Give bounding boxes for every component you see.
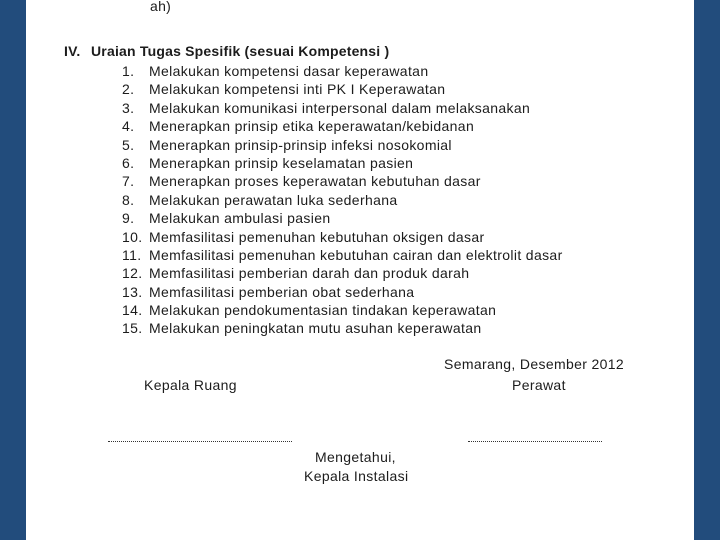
task-text: Memfasilitasi pemberian darah dan produk darah: [149, 265, 470, 282]
task-text: Memfasilitasi pemenuhan kebutuhan oksigen dasar: [149, 228, 485, 245]
task-item: [122, 117, 563, 135]
task-number: 14.: [122, 302, 143, 319]
task-item: [122, 191, 563, 209]
task-text: Melakukan kompetensi inti PK I Keperawatan: [149, 81, 446, 98]
signer-left-role: Kepala Ruang: [144, 377, 237, 393]
task-item: [122, 136, 563, 154]
task-text: Melakukan komunikasi interpersonal dalam melaksanakan: [149, 99, 531, 116]
signature-line-right: [468, 441, 602, 442]
section-heading: [64, 43, 389, 59]
task-item: [122, 283, 563, 301]
signer-right-role: Perawat: [512, 377, 566, 393]
task-text: Melakukan kompetensi dasar keperawatan: [149, 63, 429, 79]
task-item: [122, 172, 563, 190]
task-text: Melakukan perawatan luka sederhana: [149, 191, 398, 208]
task-number: 3.: [122, 99, 135, 116]
task-number: 13.: [122, 283, 143, 300]
task-text: Memfasilitasi pemberian obat sederhana: [149, 283, 415, 300]
task-item: [122, 62, 563, 80]
task-item: [122, 228, 563, 246]
task-number: 5.: [122, 136, 135, 153]
task-text: Menerapkan prinsip-prinsip infeksi nosokomial: [149, 136, 452, 153]
task-number: 4.: [122, 118, 135, 135]
section-title: Uraian Tugas Spesifik (sesuai Kompetensi ): [91, 43, 390, 59]
task-item: [122, 246, 563, 264]
task-item: [122, 264, 563, 282]
task-number: 10.: [122, 228, 143, 245]
task-text: Melakukan peningkatan mutu asuhan keperawatan: [149, 320, 482, 337]
task-item: [122, 99, 563, 117]
signer-bottom-role: Kepala Instalasi: [304, 468, 409, 484]
document-page: [26, 0, 694, 540]
acknowledged-label: Mengetahui,: [315, 449, 396, 465]
task-text: Memfasilitasi pemenuhan kebutuhan cairan dan elektrolit dasar: [149, 246, 563, 263]
section-number: IV.: [64, 43, 81, 59]
task-number: 11.: [122, 246, 142, 263]
task-item: [122, 80, 563, 98]
task-item: [122, 209, 563, 227]
task-text: Melakukan ambulasi pasien: [149, 210, 331, 227]
task-number: 15.: [122, 320, 143, 337]
task-item: [122, 301, 563, 319]
task-number: 2.: [122, 81, 135, 98]
task-text: Menerapkan proses keperawatan kebutuhan dasar: [149, 173, 481, 190]
task-item: [122, 319, 563, 337]
place-date: Semarang, Desember 2012: [444, 356, 625, 372]
task-text: Menerapkan prinsip etika keperawatan/kebidanan: [149, 118, 475, 135]
task-item: [122, 154, 563, 172]
signature-line-left: [108, 441, 292, 442]
task-list: [122, 62, 563, 338]
task-text: Melakukan pendokumentasian tindakan keperawatan: [149, 302, 497, 319]
task-number: 12.: [122, 265, 143, 282]
task-number: 9.: [122, 210, 135, 227]
task-number: 1.: [122, 63, 135, 79]
task-number: 8.: [122, 191, 135, 208]
top-text-fragment: ah): [150, 0, 172, 14]
task-number: 7.: [122, 173, 135, 190]
task-text: Menerapkan prinsip keselamatan pasien: [149, 154, 414, 171]
task-number: 6.: [122, 154, 135, 171]
